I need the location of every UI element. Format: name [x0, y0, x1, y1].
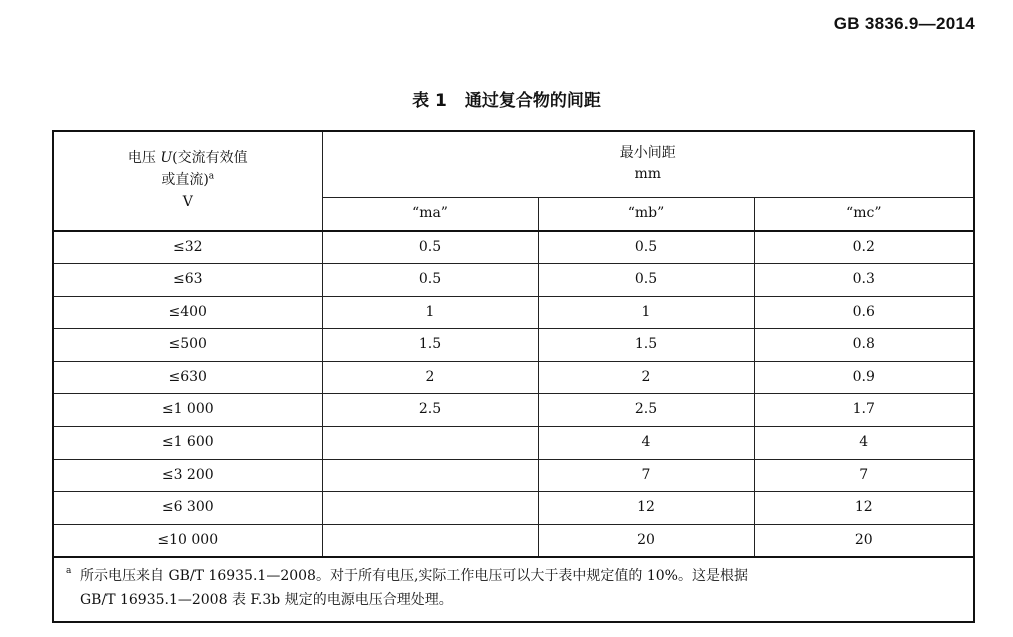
mc-cell: 7 [754, 459, 974, 492]
voltage-cell: ≤10 000 [53, 524, 322, 557]
mc-cell: 20 [754, 524, 974, 557]
standard-code: GB 3836.9—2014 [833, 14, 975, 33]
mb-cell: 1 [538, 296, 754, 329]
mb-cell: 0.5 [538, 231, 754, 264]
mb-cell: 1.5 [538, 329, 754, 362]
mb-cell: 7 [538, 459, 754, 492]
mb-cell: 4 [538, 427, 754, 460]
voltage-cell: ≤630 [53, 361, 322, 394]
voltage-cell: ≤3 200 [53, 459, 322, 492]
table-row [53, 296, 974, 329]
mc-cell: 0.2 [754, 231, 974, 264]
footnote-mark: a [66, 565, 72, 576]
table-row [53, 329, 974, 362]
ma-cell: 0.5 [322, 264, 538, 297]
table-row [53, 459, 974, 492]
ma-cell [322, 427, 538, 460]
table-footnote [53, 557, 974, 622]
mc-cell: 12 [754, 492, 974, 525]
voltage-header [53, 131, 322, 231]
mb-cell: 12 [538, 492, 754, 525]
voltage-cell: ≤400 [53, 296, 322, 329]
voltage-unit: V [182, 193, 193, 210]
ma-cell [322, 524, 538, 557]
table-number: 表 1 [412, 91, 447, 111]
ma-cell: 1 [322, 296, 538, 329]
mc-cell: 0.6 [754, 296, 974, 329]
voltage-header-prefix: 电压 [127, 150, 161, 167]
mb-cell: 0.5 [538, 264, 754, 297]
table-caption [0, 86, 1013, 111]
ma-cell: 1.5 [322, 329, 538, 362]
voltage-cell: ≤500 [53, 329, 322, 362]
spacing-table [52, 130, 975, 623]
column-header-ma: “ma” [322, 197, 538, 231]
table-title: 通过复合物的间距 [464, 91, 601, 111]
table-row [53, 524, 974, 557]
mc-cell: 0.9 [754, 361, 974, 394]
table-row [53, 231, 974, 264]
footnote-row [53, 557, 974, 622]
table-row [53, 264, 974, 297]
distance-header-label: 最小间距 [619, 144, 676, 161]
mc-cell: 1.7 [754, 394, 974, 427]
mc-cell: 0.8 [754, 329, 974, 362]
distance-header [322, 131, 974, 197]
voltage-cell: ≤1 000 [53, 394, 322, 427]
ma-cell: 2 [322, 361, 538, 394]
table-row [53, 427, 974, 460]
voltage-cell: ≤1 600 [53, 427, 322, 460]
mc-cell: 0.3 [754, 264, 974, 297]
voltage-header-line2: 或直流) [161, 172, 209, 189]
voltage-header-suffix: (交流有效值 [172, 150, 248, 167]
ma-cell: 2.5 [322, 394, 538, 427]
footnote-line2: GB/T 16935.1—2008 表 F.3b 规定的电源电压合理处理。 [80, 592, 453, 609]
column-header-mb: “mb” [538, 197, 754, 231]
column-header-mc: “mc” [754, 197, 974, 231]
voltage-cell: ≤6 300 [53, 492, 322, 525]
mb-cell: 2 [538, 361, 754, 394]
footnote-line1: 所示电压来自 GB/T 16935.1—2008。对于所有电压,实际工作电压可以大于表中规定值的 10%。这是根据 [80, 567, 748, 584]
voltage-cell: ≤32 [53, 231, 322, 264]
mc-cell: 4 [754, 427, 974, 460]
distance-unit: mm [634, 166, 662, 183]
footnote-ref-mark: a [208, 171, 215, 182]
mb-cell: 2.5 [538, 394, 754, 427]
table-row [53, 394, 974, 427]
voltage-cell: ≤63 [53, 264, 322, 297]
ma-cell [322, 459, 538, 492]
ma-cell: 0.5 [322, 231, 538, 264]
voltage-symbol: U [160, 150, 173, 167]
ma-cell [322, 492, 538, 525]
table-row [53, 361, 974, 394]
mb-cell: 20 [538, 524, 754, 557]
table-row [53, 492, 974, 525]
